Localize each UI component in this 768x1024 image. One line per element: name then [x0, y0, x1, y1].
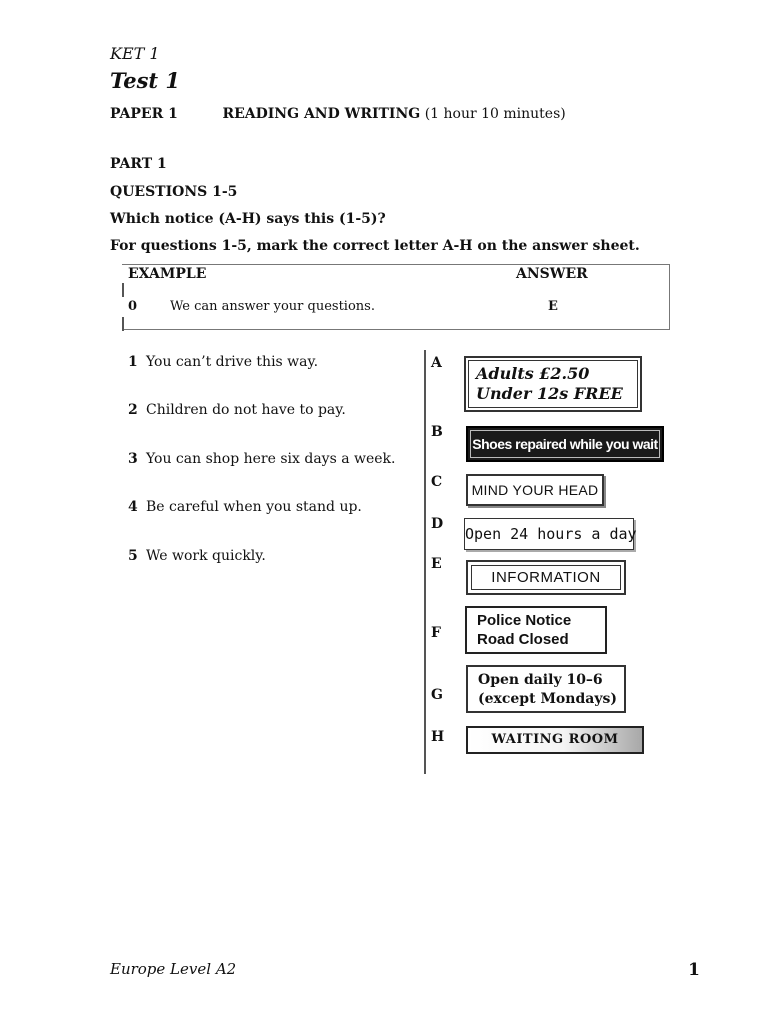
paper-label: PAPER 1 — [110, 106, 178, 122]
notice-letter-h: H — [431, 729, 445, 745]
notice-line: MIND YOUR HEAD — [471, 482, 599, 498]
example-box — [122, 264, 670, 330]
notice-sign-a — [464, 356, 642, 412]
example-text: We can answer your questions. — [170, 299, 375, 314]
notice-line: Under 12s FREE — [476, 384, 623, 403]
notice-letter-c: C — [431, 474, 443, 490]
question-item — [128, 354, 318, 370]
part-label: PART 1 — [110, 156, 167, 172]
notice-letter-g: G — [431, 687, 443, 703]
question-text: You can shop here six days a week. — [146, 451, 396, 467]
notice-sign-b — [466, 426, 664, 462]
questions-range: QUESTIONS 1-5 — [110, 184, 238, 200]
question-text: Children do not have to pay. — [146, 402, 346, 418]
notice-line: INFORMATION — [491, 569, 601, 586]
notice-sign-c — [466, 474, 604, 506]
notice-line: Shoes repaired while you wait — [472, 436, 658, 452]
notice-line: Open 24 hours a day — [465, 525, 637, 543]
instruction-which-notice: Which notice (A-H) says this (1-5)? — [110, 211, 386, 227]
notice-letter-a: A — [431, 355, 442, 371]
question-item — [128, 499, 362, 515]
notice-sign-g — [466, 665, 626, 713]
question-item — [128, 402, 346, 418]
question-item — [128, 451, 396, 467]
notice-letter-e: E — [431, 556, 442, 572]
notice-line: Adults £2.50 — [476, 364, 590, 383]
notice-line: Open daily 10–6 — [478, 672, 603, 688]
notice-letter-d: D — [431, 516, 444, 532]
notice-sign-d — [464, 518, 637, 550]
example-heading: EXAMPLE — [128, 266, 207, 282]
notice-sign-f — [465, 606, 607, 654]
paper-name: READING AND WRITING — [222, 106, 421, 122]
notice-line: (except Mondays) — [478, 691, 617, 707]
test-series-label: KET 1 — [110, 44, 160, 63]
paper-heading — [110, 106, 566, 122]
notice-letter-b: B — [431, 424, 443, 440]
question-number: 5 — [128, 548, 138, 564]
example-number: 0 — [128, 299, 138, 314]
answer-heading: ANSWER — [516, 266, 588, 282]
question-number: 3 — [128, 451, 138, 467]
question-item — [128, 548, 266, 564]
notice-line: Police Notice — [477, 612, 572, 629]
instruction-mark-answer: For questions 1-5, mark the correct letter A-H on the answer sheet. — [110, 238, 640, 254]
notice-sign-e — [466, 560, 626, 595]
test-title: Test 1 — [110, 68, 181, 93]
question-number: 2 — [128, 402, 138, 418]
footer-level: Europe Level A2 — [110, 960, 237, 978]
example-answer: E — [548, 299, 558, 314]
column-divider — [424, 350, 426, 774]
question-text: We work quickly. — [146, 548, 266, 564]
notice-line: WAITING ROOM — [491, 732, 619, 747]
question-text: Be careful when you stand up. — [146, 499, 362, 515]
question-text: You can’t drive this way. — [146, 354, 319, 370]
question-number: 4 — [128, 499, 138, 515]
box-edge-mark — [122, 317, 124, 331]
question-number: 1 — [128, 354, 138, 370]
notice-sign-h — [466, 726, 644, 754]
box-edge-mark — [122, 283, 124, 297]
page-number: 1 — [688, 960, 700, 980]
notice-line: Road Closed — [477, 631, 569, 648]
notice-letter-f: F — [431, 625, 441, 641]
paper-duration: (1 hour 10 minutes) — [424, 106, 566, 122]
